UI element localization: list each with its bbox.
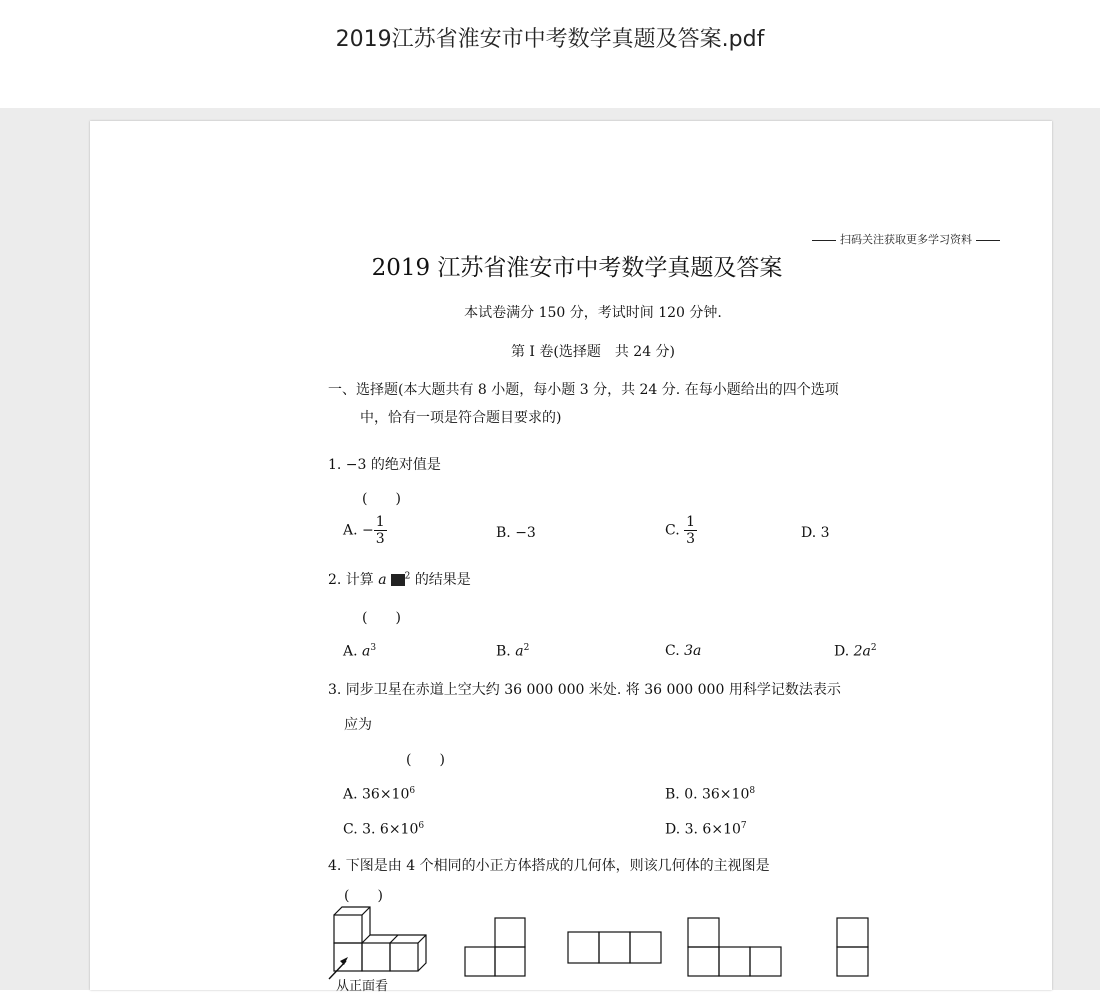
- q3-option-a-base: A. 36×10: [343, 786, 410, 803]
- q4-c-square-top: [688, 918, 719, 947]
- q3-option-b-exponent: 8: [749, 786, 756, 796]
- q2-option-c-value: 3a: [684, 643, 702, 659]
- q2-option-a: [343, 643, 376, 660]
- q2-stem-suffix: 的结果是: [414, 572, 471, 588]
- q2-option-b-label: B.: [496, 643, 511, 660]
- q1-option-c: [665, 514, 697, 547]
- file-title: 2019江苏省淮安市中考数学真题及答案.pdf: [335, 27, 765, 52]
- q4-option-a-figure: [464, 917, 528, 979]
- q1-option-d: D. 3: [801, 525, 830, 541]
- q2-option-a-variable: a: [362, 643, 371, 660]
- q4-c-square-bottom-2: [719, 947, 750, 976]
- q2-stem-exponent: 2: [404, 571, 411, 582]
- q1-option-c-fraction: [684, 514, 697, 547]
- q3-option-b-base: B. 0. 36×10: [665, 786, 750, 803]
- q2-option-a-label: A.: [343, 643, 358, 660]
- q4-stem: 4. 下图是由 4 个相同的小正方体搭成的几何体，则该几何体的主视图是: [328, 858, 770, 874]
- part-instructions-line2: 中，恰有一项是符合题目要求的): [360, 410, 562, 426]
- q4-b-square-1: [568, 932, 599, 963]
- q1-paren: ( ): [362, 491, 401, 507]
- section-heading: 第 I 卷(选择题 共 24 分): [510, 344, 676, 360]
- cube-figure: [326, 903, 436, 983]
- q3-option-b: [665, 786, 755, 803]
- q2-option-a-exponent: 3: [370, 643, 377, 653]
- arrow-head-icon: [340, 957, 348, 965]
- q2-option-d: [834, 643, 877, 660]
- q3-option-c-base: C. 3. 6×10: [343, 821, 419, 838]
- q2-stem: [328, 569, 471, 589]
- ink-blot-icon: [391, 574, 405, 586]
- q1-option-c-denominator: 3: [686, 531, 696, 547]
- q4-option-d-figure: [836, 917, 870, 979]
- q1-option-a-denominator: 3: [375, 531, 385, 547]
- q4-b-square-2: [599, 932, 630, 963]
- q4-a-square-top: [495, 918, 525, 947]
- header-note-line-left: [812, 240, 836, 241]
- q2-stem-variable: a: [378, 572, 387, 588]
- q3-option-a-exponent: 6: [409, 786, 416, 796]
- cube-top-edge: [362, 907, 370, 915]
- q4-a-square-bottom-left: [465, 947, 495, 976]
- q4-option-b-figure: [567, 931, 663, 965]
- q2-option-c: [665, 643, 701, 659]
- q2-stem-prefix: 2. 计算: [328, 572, 374, 588]
- q3-option-d-base: D. 3. 6×10: [665, 821, 741, 838]
- exam-subtitle: 本试卷满分 150 分，考试时间 120 分钟.: [464, 305, 722, 321]
- q3-stem: 3. 同步卫星在赤道上空大约 36 000 000 米处. 将 36 000 000 用科学记数法表示: [328, 682, 841, 698]
- header-note-text: 扫码关注获取更多学习资料: [840, 233, 972, 246]
- pdf-page: [90, 121, 1052, 994]
- cube-right-top-edge: [418, 935, 426, 943]
- q3-option-d-exponent: 7: [740, 821, 747, 831]
- cube-front-bottom-right: [390, 943, 418, 971]
- q4-b-square-3: [630, 932, 661, 963]
- q2-option-d-label: D.: [834, 643, 850, 660]
- cube-mid-top-edge: [390, 935, 398, 943]
- cube-front-bottom-mid: [362, 943, 390, 971]
- q2-option-d-value: 2a: [853, 643, 871, 660]
- q2-paren: ( ): [362, 610, 401, 626]
- q4-paren: ( ): [344, 888, 383, 904]
- header-note: [808, 231, 1004, 247]
- viewer-header: [0, 0, 1100, 108]
- q4-option-c-figure: [687, 917, 783, 979]
- q4-d-square-top: [837, 918, 868, 947]
- q3-option-c: [343, 821, 424, 838]
- part-instructions-line1: 一、选择题(本大题共有 8 小题，每小题 3 分，共 24 分. 在每小题给出的四个选项: [328, 382, 839, 398]
- q1-option-c-prefix: C.: [665, 522, 680, 539]
- q4-c-square-bottom-3: [750, 947, 781, 976]
- q2-option-b-variable: a: [515, 643, 524, 660]
- q1-option-a-numerator: 1: [375, 514, 385, 530]
- q1-option-a-prefix: A. −: [343, 522, 374, 539]
- q4-d-square-bottom: [837, 947, 868, 976]
- q2-option-d-exponent: 2: [870, 643, 877, 653]
- q3-option-a: [343, 786, 415, 803]
- cube-front-top: [334, 915, 362, 943]
- q3-paren: ( ): [406, 752, 445, 768]
- document-title: 2019 江苏省淮安市中考数学真题及答案: [371, 255, 783, 281]
- q1-option-b: B. −3: [496, 525, 536, 541]
- q1-option-a: [343, 514, 387, 547]
- q3-stem-line2: 应为: [344, 717, 372, 733]
- q2-option-c-label: C.: [665, 643, 680, 659]
- header-note-line-right: [976, 240, 1000, 241]
- q3-option-c-exponent: 6: [418, 821, 425, 831]
- q1-stem: 1. −3 的绝对值是: [328, 457, 441, 473]
- q1-option-c-numerator: 1: [686, 514, 696, 530]
- q1-option-a-fraction: [374, 514, 387, 547]
- q2-option-b: [496, 643, 529, 660]
- q3-option-d: [665, 821, 747, 838]
- q4-c-square-bottom-1: [688, 947, 719, 976]
- q4-a-square-bottom-right: [495, 947, 525, 976]
- view-direction-label: 从正面看: [336, 979, 389, 994]
- q2-option-b-exponent: 2: [523, 643, 530, 653]
